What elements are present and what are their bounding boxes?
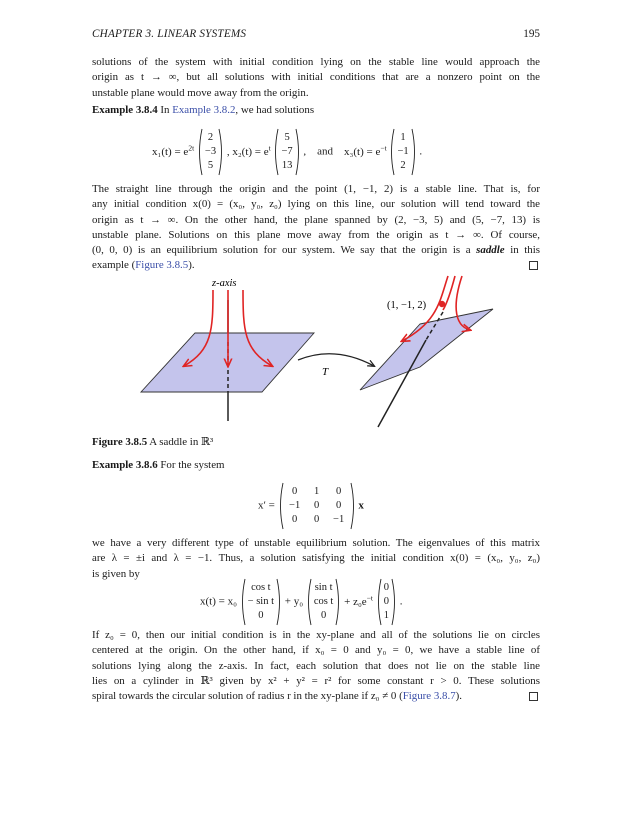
x1-label: $x_1(t) = e^{2t}$	[152, 142, 195, 158]
x1-vector: 2 −3 5	[197, 128, 224, 176]
text-line: we have a very different type of unstable equilibrium solution. The eigenvalues of this matrix	[92, 537, 540, 549]
map-arrow	[298, 354, 374, 366]
x2-label: , $x_2(t) = e^t$	[226, 142, 271, 158]
example-3-8-6-body	[92, 536, 540, 582]
x-prime: x′ =	[258, 499, 275, 512]
caption-text: A saddle in ℝ³	[147, 436, 214, 448]
qed-square	[529, 692, 538, 701]
text: , we had solutions	[235, 104, 315, 116]
sol-vector-2: sin t cos t 0	[306, 578, 342, 626]
period: .	[399, 595, 403, 608]
text-line: The straight line through the origin and the point (1, −1, 2) is a stable line. That is, for	[92, 183, 540, 195]
sol-vector-3: 0 0 1	[376, 578, 397, 626]
x-vector: x	[358, 499, 364, 512]
running-header: CHAPTER 3. LINEAR SYSTEMS	[92, 28, 247, 40]
text: For the system	[157, 459, 225, 471]
figure-3-8-5-link[interactable]: Figure 3.8.5	[135, 259, 189, 272]
unstable-plane-right	[360, 309, 493, 390]
text-line: centered at the origin. On the other hand, if x₀ = 0 and y₀ = 0, we have a stable line of	[92, 644, 540, 657]
point-marker	[439, 301, 445, 307]
text-line: any initial condition x(0) = (x₀, y₀, z₀) lying on this line, our solution will tend toward the	[92, 198, 540, 211]
saddle-term: saddle	[476, 244, 505, 257]
system-matrix: 0 1 0 −1 0 0 0 0 −1	[278, 482, 356, 530]
text-line: are λ = ±i and λ = −1. Thus, a solution satisfying the initial condition x(0) = (x₀, y₀, z₀)	[92, 552, 540, 565]
x3-label: $x_3(t) = e^{-t}$	[344, 142, 387, 158]
period: .	[419, 145, 423, 158]
x2-vector: 5 −7 13	[273, 128, 300, 176]
sol-vector-1: cos t − sin t 0	[240, 578, 282, 626]
text-line: origin as t → ∞, but all solutions with initial conditions that are a nonzero point on the	[92, 71, 540, 84]
text-line-last: spiral towards the circular solution of radius r in the xy-plane if z₀ ≠ 0 (Figure 3.8.7).	[92, 689, 540, 704]
point-label: (1, −1, 2)	[387, 300, 427, 311]
final-paragraph	[92, 628, 540, 704]
page-number: 195	[523, 28, 540, 40]
text-line-saddle: (0, 0, 0) is an equilibrium solution for our system. We say that the origin is a saddle in this	[92, 244, 540, 257]
example-3-8-2-link[interactable]: Example 3.8.2	[172, 104, 236, 116]
sol-mid2: + $z_0e^{-t}$	[344, 592, 373, 608]
text-line: If z₀ = 0, then our initial condition is in the xy-plane and all of the solutions lie on circles	[92, 629, 540, 641]
text-line: solutions of the system with initial condition lying on the stable line would approach the	[92, 56, 540, 68]
text-line: unstable plane would move away from the origin.	[92, 86, 309, 99]
example-3-8-6-heading	[92, 458, 540, 473]
z-axis-label: z-axis	[212, 278, 237, 289]
and-word: , and	[303, 145, 334, 158]
solution-equation	[200, 578, 403, 626]
x3-vector: 1 −1 2	[389, 128, 416, 176]
map-label: T	[322, 366, 329, 378]
caption-label: Figure 3.8.5	[92, 436, 148, 448]
text-line: unstable plane. Solutions on this plane move away from the origin as t → ∞. Of course,	[92, 228, 540, 241]
text: In	[157, 104, 173, 116]
text-line: origin as t → ∞. On the other hand, the plane spanned by (2, −3, 5) and (5, −7, 13) is	[92, 213, 540, 226]
text-line: lies on a cylinder in ℝ³ given by x² + y² = r² for some constant r > 0. These solutions	[92, 674, 540, 687]
system-equation	[258, 482, 364, 530]
text-line: is given by	[92, 567, 140, 580]
example-label: Example 3.8.6	[92, 459, 158, 471]
figure-3-8-7-link[interactable]: Figure 3.8.7	[402, 690, 456, 703]
figure-caption	[92, 435, 213, 448]
text-line: solutions lying along the z-axis. In fact, each solution that does not lie on the stable line	[92, 659, 540, 672]
text-line-last: example (Figure 3.8.5).	[92, 258, 540, 273]
sol-mid1: + y₀	[284, 595, 304, 608]
example-label: Example 3.8.4	[92, 104, 158, 116]
sol-lhs: x(t) = x₀	[200, 595, 237, 608]
